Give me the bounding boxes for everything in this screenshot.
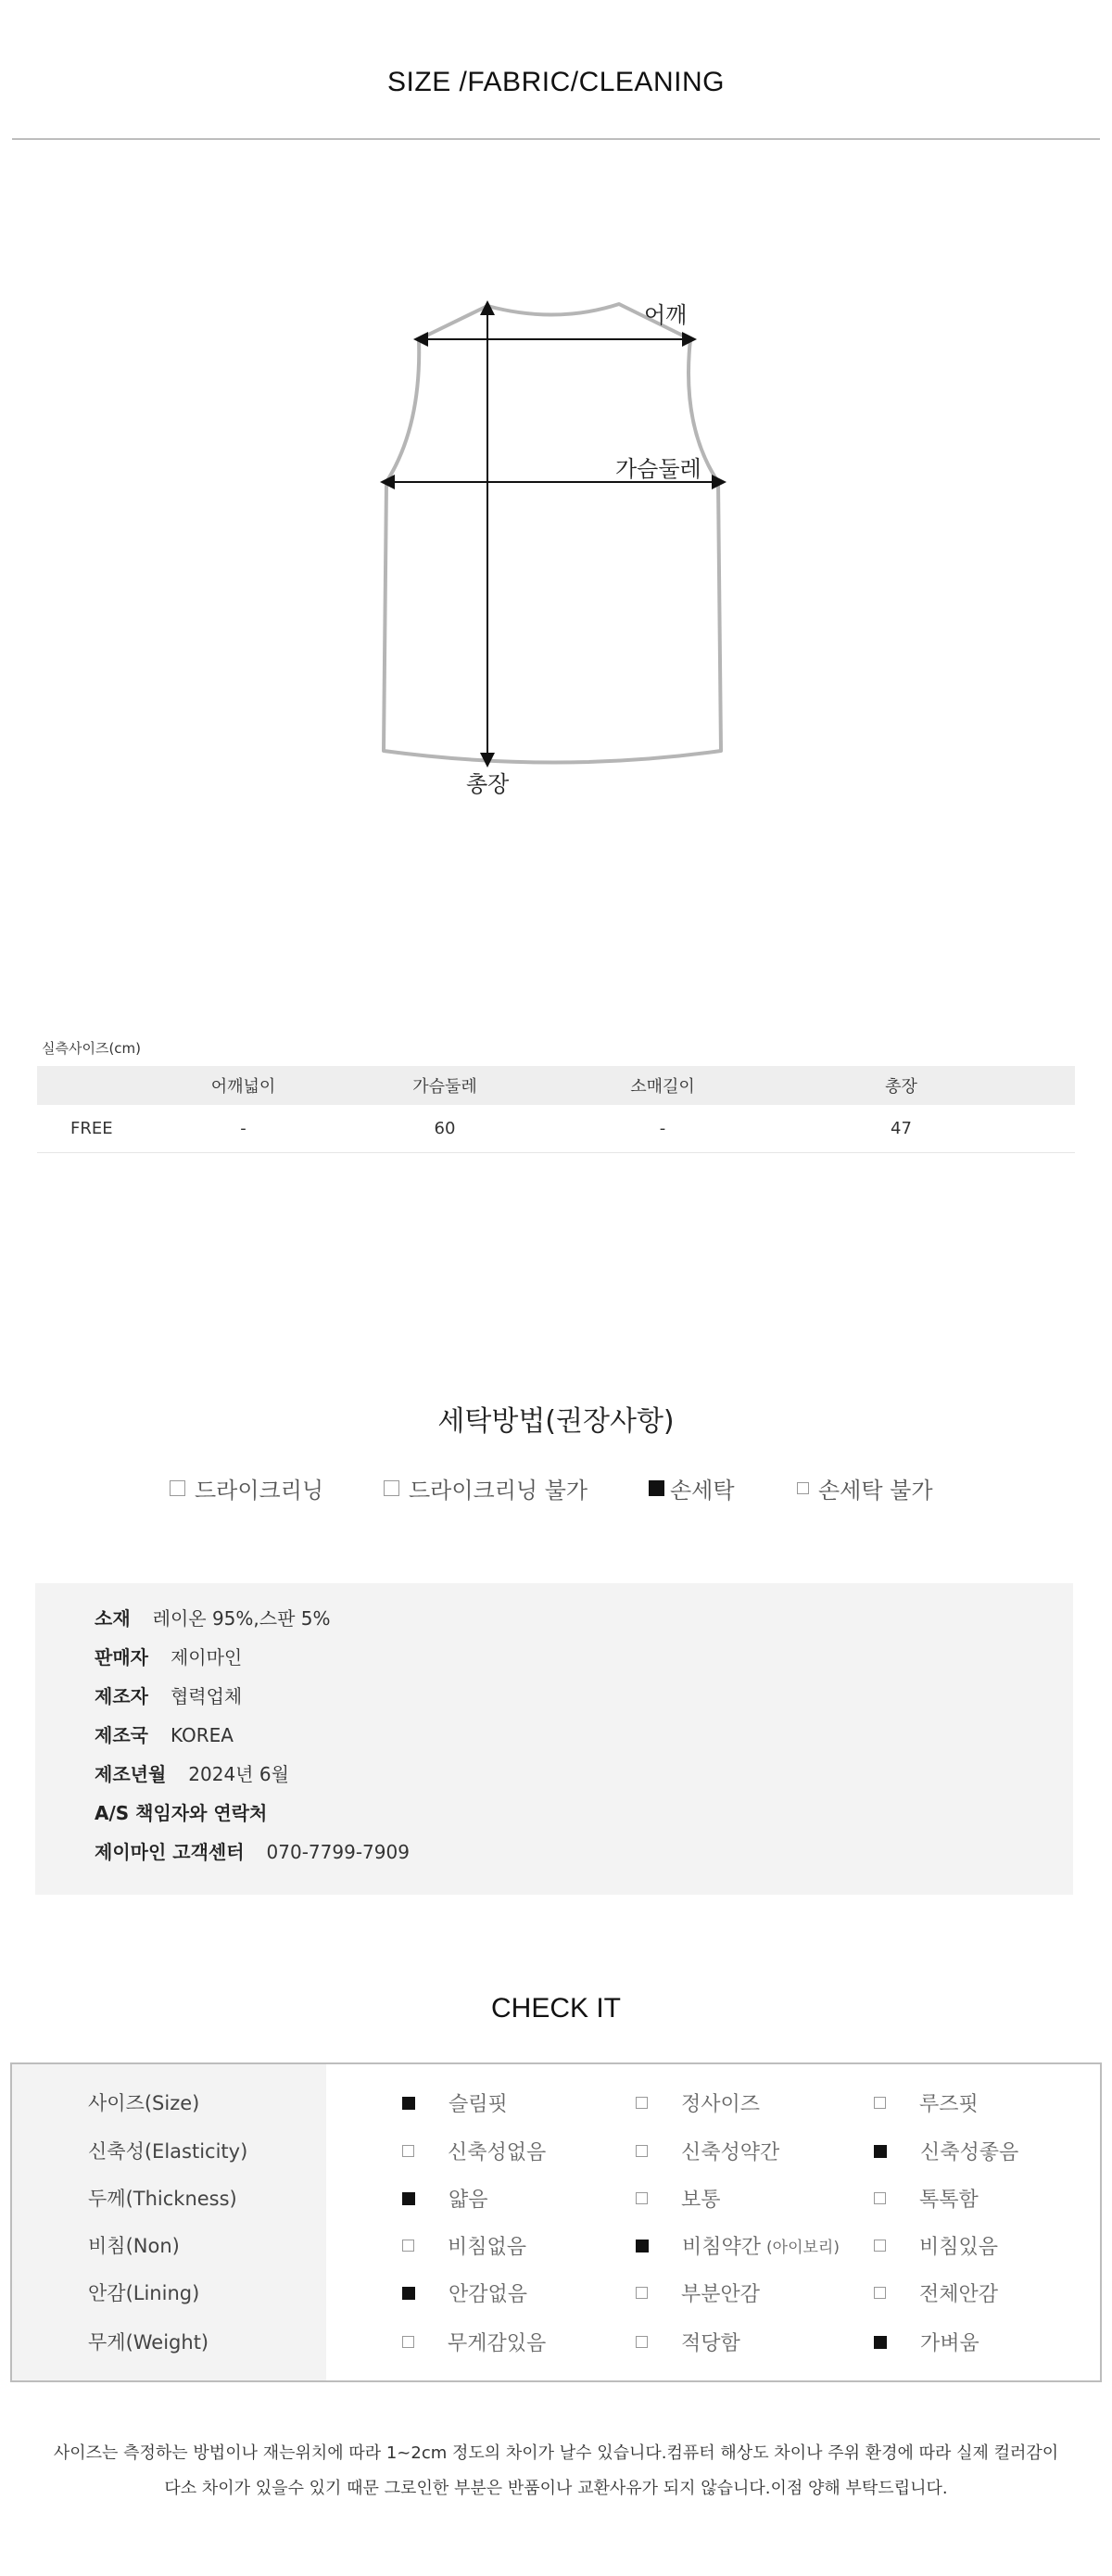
unchecked-box-icon	[402, 2336, 414, 2348]
check-option-label: 적당함	[681, 2332, 740, 2355]
shoulder-label: 어깨	[644, 302, 688, 328]
info-key: A/S 책임자와 연락처	[95, 1802, 268, 1824]
unchecked-box-icon	[874, 2287, 886, 2299]
table-row	[37, 1105, 1075, 1153]
wash-option-label: 드라이크리닝	[195, 1478, 324, 1504]
unchecked-box-icon	[874, 2192, 886, 2204]
check-option	[402, 2088, 508, 2117]
check-option	[874, 2184, 979, 2213]
info-material	[95, 1604, 331, 1631]
check-option	[636, 2088, 760, 2117]
size-caption: 실측사이즈(cm)	[42, 1040, 142, 1057]
check-option	[636, 2278, 760, 2307]
check-row-label: 사이즈(Size)	[88, 2092, 200, 2114]
check-it-table	[10, 2062, 1102, 2382]
info-key: 소재	[95, 1607, 131, 1630]
info-manufacturer	[95, 1681, 242, 1708]
info-country	[95, 1720, 234, 1747]
check-option	[874, 2088, 979, 2117]
checked-box-icon	[402, 2192, 415, 2205]
unchecked-box-icon	[874, 2097, 886, 2109]
header-cell: 소매길이	[630, 1077, 695, 1097]
info-value: KOREA	[170, 1724, 234, 1746]
check-row	[12, 2077, 1100, 2126]
table-cell: 60	[434, 1119, 456, 1138]
product-info-panel	[35, 1583, 1073, 1895]
garment-diagram	[0, 269, 1112, 825]
check-option-label: 신축성없음	[448, 2141, 547, 2164]
unchecked-box-icon	[874, 2240, 886, 2252]
info-key: 제이마인 고객센터	[95, 1841, 245, 1863]
checked-box-icon	[874, 2145, 887, 2158]
check-option	[402, 2184, 488, 2213]
unchecked-box-icon	[797, 1482, 809, 1494]
info-key: 제조국	[95, 1724, 148, 1746]
unchecked-box-icon	[402, 2145, 414, 2157]
notice-line-1: 사이즈는 측정하는 방법이나 재는위치에 따라 1~2cm 정도의 차이가 날수 있습니다.컴퓨터 해상도 차이나 주위 환경에 따라 실제 컬러감이	[53, 2443, 1059, 2463]
wash-option-hand-wash	[649, 1472, 735, 1504]
check-row	[12, 2126, 1100, 2174]
unchecked-box-icon	[170, 1480, 185, 1496]
wash-option-label: 손세탁	[670, 1478, 735, 1504]
check-option-label: 비침없음	[448, 2236, 527, 2259]
size-table-header	[37, 1066, 1075, 1105]
unchecked-box-icon	[636, 2145, 648, 2157]
check-option-label: 신축성약간	[681, 2141, 780, 2164]
check-row-label: 무게(Weight)	[88, 2331, 209, 2354]
check-option	[874, 2231, 998, 2260]
wash-option-no-dry-clean	[384, 1472, 588, 1504]
checked-box-icon	[649, 1480, 664, 1496]
garment-outline	[384, 304, 721, 763]
check-option-label: 톡톡함	[919, 2189, 979, 2212]
washing-title: 세탁방법(권장사항)	[437, 1405, 675, 1438]
check-option-label: 보통	[681, 2189, 721, 2212]
check-option-label: 얇음	[449, 2189, 488, 2212]
table-cell: -	[659, 1119, 666, 1138]
check-option-label: 전체안감	[919, 2283, 999, 2306]
table-cell: 47	[891, 1119, 912, 1138]
check-option	[874, 2278, 998, 2307]
check-option	[402, 2328, 546, 2356]
wash-option-no-hand-wash	[797, 1472, 933, 1504]
size-notice	[0, 2436, 1112, 2506]
chest-label: 가슴둘레	[615, 456, 701, 482]
check-it-title: CHECK IT	[490, 1993, 621, 2024]
notice-line-2: 다소 차이가 있을수 있기 때문 그로인한 부분은 반품이나 교환사유가 되지 않습니다.이점 양해 부탁드립니다.	[164, 2479, 948, 2498]
info-key: 판매자	[95, 1646, 148, 1669]
info-as-contact	[95, 1798, 289, 1825]
info-key: 제조자	[95, 1685, 148, 1707]
info-seller	[95, 1643, 242, 1669]
header-cell: 어깨넓이	[210, 1077, 276, 1097]
info-value: 제이마인	[170, 1646, 243, 1669]
check-option	[402, 2231, 526, 2260]
info-value: 레이온 95%,스판 5%	[152, 1607, 331, 1630]
info-key: 제조년월	[95, 1763, 167, 1785]
wash-option-dry-clean	[170, 1472, 323, 1504]
check-row	[12, 2220, 1100, 2268]
check-option-label: 슬림핏	[449, 2093, 508, 2116]
check-row	[12, 2316, 1100, 2365]
check-option	[874, 2137, 1018, 2165]
check-option	[402, 2278, 527, 2307]
check-row	[12, 2267, 1100, 2316]
washing-options	[0, 1472, 1112, 1502]
wash-option-label: 손세탁 불가	[818, 1478, 933, 1504]
check-option-note: (아이보리)	[766, 2239, 840, 2257]
unchecked-box-icon	[402, 2240, 414, 2252]
unchecked-box-icon	[636, 2336, 648, 2348]
size-table	[37, 1066, 1075, 1153]
check-option	[636, 2184, 721, 2213]
check-option-label: 부분안감	[681, 2283, 761, 2306]
check-option	[402, 2137, 546, 2165]
check-option-label: 신축성좋음	[920, 2141, 1019, 2164]
check-option-label: 정사이즈	[681, 2093, 761, 2116]
garment-svg	[0, 269, 1112, 825]
checked-box-icon	[402, 2287, 415, 2300]
info-value: 2024년 6월	[188, 1763, 289, 1785]
check-option-label: 무게감있음	[448, 2332, 547, 2355]
check-row	[12, 2173, 1100, 2221]
length-label: 총장	[466, 771, 510, 797]
wash-option-label: 드라이크리닝 불가	[409, 1478, 588, 1504]
info-value: 협력업체	[170, 1685, 243, 1707]
info-value: 070-7799-7909	[266, 1841, 410, 1863]
page-title: SIZE /FABRIC/CLEANING	[387, 67, 725, 97]
check-row-label: 신축성(Elasticity)	[88, 2140, 248, 2163]
info-date	[95, 1759, 289, 1786]
title-divider	[12, 138, 1100, 140]
check-option	[636, 2137, 779, 2165]
check-row-label: 안감(Lining)	[88, 2282, 200, 2304]
check-row-label: 비침(Non)	[88, 2235, 180, 2257]
unchecked-box-icon	[636, 2097, 648, 2109]
check-option	[636, 2231, 840, 2260]
header-cell: 총장	[885, 1077, 917, 1097]
unchecked-box-icon	[384, 1480, 399, 1496]
check-option-label: 루즈핏	[919, 2093, 979, 2116]
unchecked-box-icon	[636, 2192, 648, 2204]
check-option	[636, 2328, 740, 2356]
checked-box-icon	[402, 2097, 415, 2110]
unchecked-box-icon	[636, 2287, 648, 2299]
header-cell: 가슴둘레	[412, 1077, 477, 1097]
check-option-label: 안감없음	[449, 2283, 528, 2306]
checked-box-icon	[636, 2240, 649, 2252]
check-option	[874, 2328, 979, 2356]
check-option-label: 가벼움	[920, 2332, 979, 2355]
table-cell: FREE	[70, 1119, 113, 1138]
info-customer-center	[95, 1837, 410, 1864]
table-cell: -	[240, 1119, 246, 1138]
check-option-label: 비침있음	[919, 2236, 999, 2259]
checked-box-icon	[874, 2336, 887, 2349]
check-row-label: 두께(Thickness)	[88, 2188, 237, 2210]
check-option-label: 비침약간	[682, 2236, 762, 2259]
